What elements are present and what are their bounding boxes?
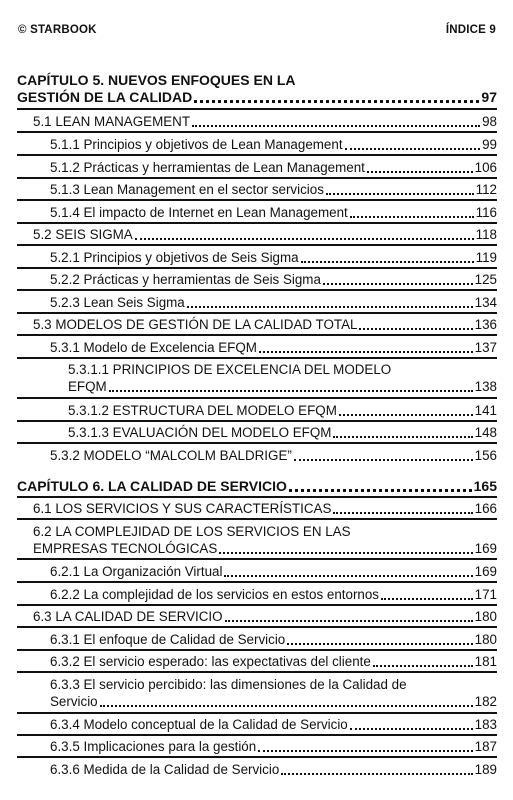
- toc-entry-title: 5.1.2 Prácticas y herramientas de Lean Management: [50, 160, 365, 175]
- toc-page-number: 97: [481, 89, 497, 105]
- toc-page-number: 118: [475, 227, 497, 242]
- toc-page-number: 148: [474, 425, 497, 440]
- toc-entry-5-1-4[interactable]: [50, 204, 497, 221]
- dot-leader: [323, 281, 473, 285]
- rule: [17, 756, 497, 758]
- dot-leader: [259, 349, 473, 353]
- toc-entry-6-3-6[interactable]: [50, 761, 497, 778]
- rule: [17, 734, 497, 736]
- toc-entry-6-3-2[interactable]: [50, 653, 497, 670]
- toc-page-number: 171: [474, 587, 497, 602]
- toc-entry-title: 6.1 LOS SERVICIOS Y SUS CARACTERÍSTICAS: [33, 501, 332, 516]
- toc-entry-5-2-3[interactable]: [50, 294, 497, 311]
- toc-page-number: 180: [474, 609, 497, 624]
- toc-entry-title-cont: EFQM: [68, 379, 107, 394]
- rule: [17, 626, 497, 628]
- toc-page-number: 138: [474, 379, 497, 394]
- dot-leader: [225, 618, 473, 622]
- dot-leader: [359, 326, 472, 330]
- rule: [17, 649, 497, 651]
- toc-page-number: 183: [474, 717, 497, 732]
- toc-page-number: 189: [474, 762, 497, 777]
- toc-entry-title-cont: GESTIÓN DE LA CALIDAD: [17, 89, 193, 105]
- rule: [17, 334, 497, 336]
- toc-entry-title: 6.3.3 El servicio percibido: las dimensiones de la Calidad de: [50, 677, 407, 692]
- toc-page-number: 137: [474, 340, 497, 355]
- toc-entry-title-cont: Servicio: [50, 694, 98, 709]
- toc-entry-5-1-3[interactable]: [50, 181, 497, 198]
- toc-entry-5-3-1[interactable]: [50, 339, 497, 356]
- toc-page-number: 141: [474, 403, 497, 418]
- dot-leader: [339, 412, 473, 416]
- rule: [17, 420, 497, 422]
- toc-page-number: 180: [474, 632, 497, 647]
- rule: [17, 312, 497, 314]
- toc-entry-5-1-2[interactable]: [50, 159, 497, 176]
- dot-leader: [350, 214, 474, 218]
- dot-leader: [109, 388, 473, 392]
- dot-leader: [373, 663, 473, 667]
- rule: [17, 671, 497, 673]
- dot-leader: [294, 457, 473, 461]
- toc-entry-title: 6.3.6 Medida de la Calidad de Servicio: [50, 762, 280, 777]
- toc-page-number: 134: [474, 295, 497, 310]
- toc-entry-title: 5.2.1 Principios y objetivos de Seis Sigma: [50, 250, 299, 265]
- toc-entry-5-3-1-3[interactable]: [68, 424, 497, 441]
- dot-leader: [333, 434, 472, 438]
- toc-entry-title-cont: EMPRESAS TECNOLÓGICAS: [33, 541, 218, 556]
- toc-entry-6-3-4[interactable]: [50, 716, 497, 733]
- dot-leader: [135, 236, 474, 240]
- toc-entry-title: 6.2.2 La complejidad de los servicios en estos entornos: [50, 587, 380, 602]
- dot-leader: [281, 771, 472, 775]
- toc-entry-title: 6.3.4 Modelo conceptual de la Calidad de Servicio: [50, 717, 348, 732]
- toc-entry-5-1[interactable]: [33, 113, 497, 130]
- rule: [17, 222, 497, 224]
- toc-page-number: 166: [474, 501, 497, 516]
- rule: [17, 518, 497, 520]
- toc-entry-title: 5.3.1.1 PRINCIPIOS DE EXCELENCIA DEL MODELO: [68, 362, 392, 377]
- dot-leader: [289, 487, 472, 492]
- running-title-page-number: ÍNDICE 9: [445, 24, 496, 36]
- toc-entry-5-2-1[interactable]: [50, 249, 497, 266]
- rule: [17, 442, 497, 444]
- dot-leader: [345, 146, 481, 150]
- toc-entry-title: 5.1.4 El impacto de Internet en Lean Management: [50, 205, 348, 220]
- rule: [17, 712, 497, 714]
- toc-entry-title: 5.1.3 Lean Management en el sector servicios: [50, 182, 324, 197]
- rule: [17, 131, 497, 133]
- toc-entry-title: 5.3.1.2 ESTRUCTURA DEL MODELO EFQM: [68, 403, 337, 418]
- toc-entry-6-3-3[interactable]: [50, 676, 497, 710]
- rule: [17, 244, 497, 246]
- toc-page-number: 169: [474, 541, 497, 556]
- toc-entry-title: 5.2 SEIS SIGMA: [33, 227, 133, 242]
- toc-entry-title: 5.2.2 Prácticas y herramientas de Seis Sigma: [50, 272, 321, 287]
- rule: [17, 289, 497, 291]
- rule: [17, 581, 497, 583]
- toc-entry-6-3-1[interactable]: [50, 631, 497, 648]
- toc-page-number: 187: [474, 739, 497, 754]
- toc-entry-title: 6.3.2 El servicio esperado: las expectativas del cliente: [50, 654, 371, 669]
- toc-entry-title: 6.3.1 El enfoque de Calidad de Servicio: [50, 632, 286, 647]
- dot-leader: [367, 169, 473, 173]
- toc-entry-title: CAPÍTULO 5. NUEVOS ENFOQUES EN LA: [17, 72, 296, 88]
- toc-page-number: 119: [475, 250, 497, 265]
- dot-leader: [350, 726, 473, 730]
- dot-leader: [326, 191, 474, 195]
- dot-leader: [381, 596, 473, 600]
- rule: [17, 357, 497, 359]
- toc-entry-6-3[interactable]: [33, 608, 497, 625]
- dot-leader: [333, 510, 472, 514]
- rule: [17, 199, 497, 201]
- rule: [17, 108, 497, 110]
- toc-entry-title: 5.3.1.3 EVALUACIÓN DEL MODELO EFQM: [68, 425, 332, 440]
- toc-entry-title: 5.1 LEAN MANAGEMENT: [33, 114, 191, 129]
- dot-leader: [219, 550, 472, 554]
- toc-page-number: 136: [474, 317, 497, 332]
- rule: [17, 154, 497, 156]
- publisher-mark: © STARBOOK: [18, 24, 97, 36]
- dot-leader: [100, 703, 473, 707]
- toc-entry-title: 5.2.3 Lean Seis Sigma: [50, 295, 185, 310]
- toc-entry-title: 5.1.1 Principios y objetivos de Lean Management: [50, 137, 343, 152]
- toc-page-number: 169: [474, 564, 497, 579]
- toc-entry-title: CAPÍTULO 6. LA CALIDAD DE SERVICIO: [17, 478, 287, 494]
- toc-entry-6-3-5[interactable]: [50, 738, 497, 755]
- toc-page-number: 156: [474, 448, 497, 463]
- dot-leader: [301, 259, 474, 263]
- toc-page-number: 106: [474, 160, 497, 175]
- toc-entry-6-2-1[interactable]: [50, 563, 497, 580]
- toc-entry-title: 6.3 LA CALIDAD DE SERVICIO: [33, 609, 223, 624]
- dot-leader: [224, 573, 472, 577]
- rule: [17, 496, 497, 498]
- toc-entry-title: 5.3.2 MODELO “MALCOLM BALDRIGE”: [50, 448, 292, 463]
- toc-entry-title: 6.2 LA COMPLEJIDAD DE LOS SERVICIOS EN LAS: [33, 524, 351, 539]
- rule: [17, 558, 497, 560]
- toc-chapter-6[interactable]: [17, 478, 497, 495]
- toc-page-number: 99: [482, 137, 497, 152]
- toc-entry-5-3-1-2[interactable]: [68, 402, 497, 419]
- toc-entry-6-2-2[interactable]: [50, 586, 497, 603]
- toc-page-number: 181: [474, 654, 497, 669]
- toc-entry-5-3[interactable]: [33, 316, 497, 333]
- dot-leader: [192, 123, 480, 127]
- dot-leader: [187, 304, 473, 308]
- toc-entry-5-1-1[interactable]: [50, 136, 497, 153]
- toc-chapter-5[interactable]: [17, 72, 497, 106]
- dot-leader: [287, 641, 472, 645]
- toc-entry-title: 5.3 MODELOS DE GESTIÓN DE LA CALIDAD TOTAL: [33, 317, 358, 332]
- rule: [17, 604, 497, 606]
- toc-page-number: 125: [474, 272, 497, 287]
- toc-entry-6-2[interactable]: [33, 523, 497, 557]
- toc-page-number: 182: [474, 694, 497, 709]
- toc-entry-title: 6.3.5 Implicaciones para la gestión: [50, 739, 257, 754]
- toc-entry-5-2[interactable]: [33, 226, 497, 243]
- toc-page-number: 165: [473, 478, 497, 494]
- dot-leader: [258, 748, 472, 752]
- toc-page-number: 112: [475, 182, 497, 197]
- toc-page-number: 116: [475, 205, 497, 220]
- toc-entry-5-3-2[interactable]: [50, 447, 497, 464]
- toc-entry-5-2-2[interactable]: [50, 271, 497, 288]
- dot-leader: [194, 98, 479, 103]
- rule: [17, 267, 497, 269]
- toc-entry-5-3-1-1[interactable]: [68, 361, 497, 395]
- rule: [17, 397, 497, 399]
- rule: [17, 177, 497, 179]
- toc-entry-title: 5.3.1 Modelo de Excelencia EFQM: [50, 340, 257, 355]
- toc-entry-6-1[interactable]: [33, 500, 497, 517]
- toc-page-number: 98: [482, 114, 497, 129]
- toc-entry-title: 6.2.1 La Organización Virtual: [50, 564, 223, 579]
